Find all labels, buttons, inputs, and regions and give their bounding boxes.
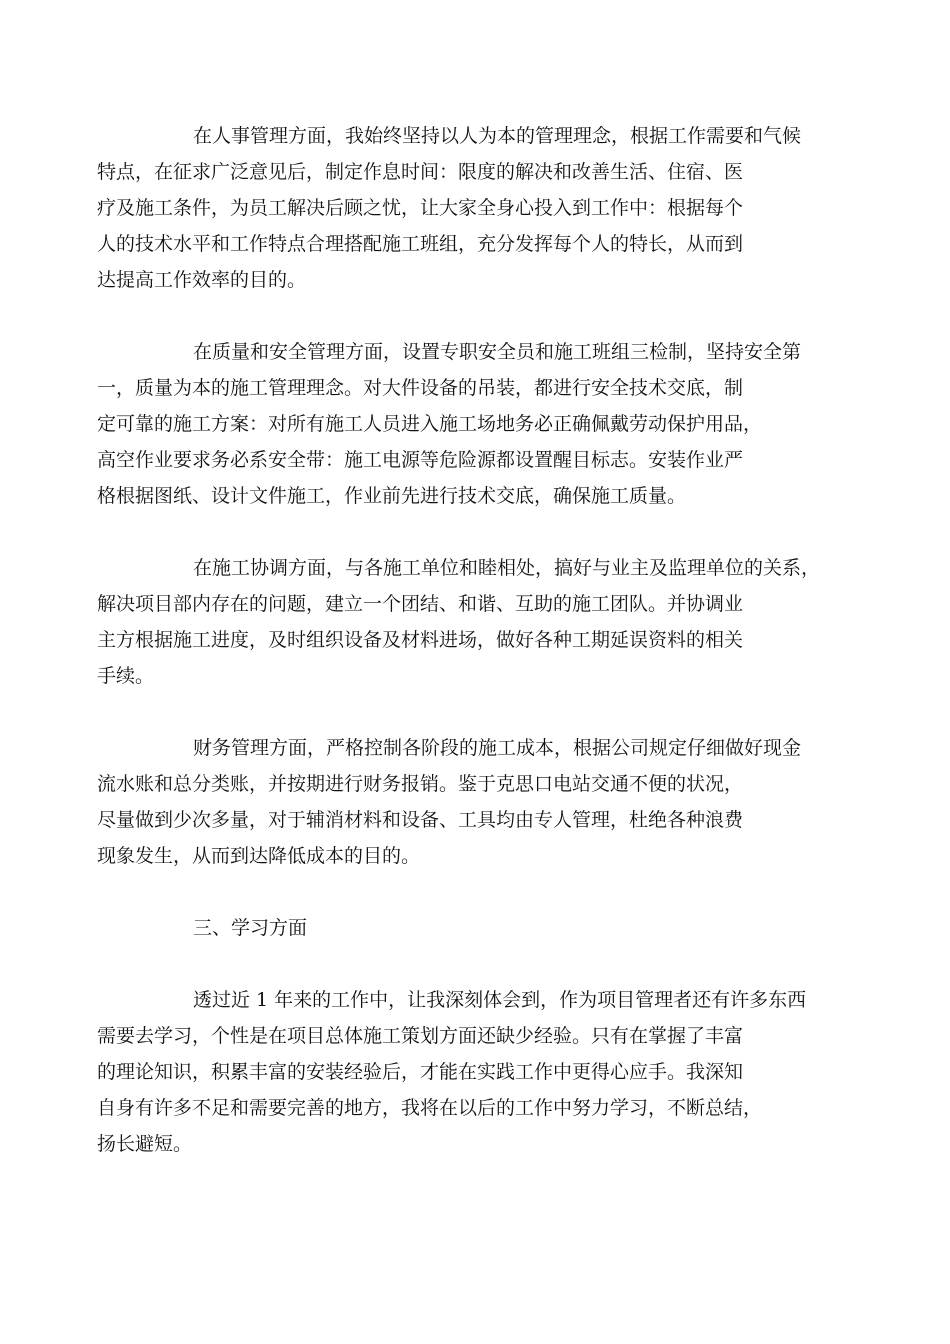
paragraph-financial-management	[97, 730, 825, 874]
text-line: 解决项目部内存在的问题，建立一个团结、和谐、互助的施工团队。并协调业	[97, 593, 744, 615]
document-body	[97, 118, 825, 1198]
text-line: 在人事管理方面，我始终坚持以人为本的管理理念，根据工作需要和气候	[193, 125, 802, 147]
text-line: 特点，在征求广泛意见后，制定作息时间：限度的解决和改善生活、住宿、医	[97, 161, 744, 183]
text-line: 现象发生，从而到达降低成本的目的。	[97, 845, 421, 867]
text-line: 财务管理方面，严格控制各阶段的施工成本，根据公司规定仔细做好现金	[193, 737, 802, 759]
text-line: 扬长避短。	[97, 1133, 193, 1155]
section-heading: 三、学习方面	[193, 917, 308, 939]
paragraph-quality-safety	[97, 334, 825, 514]
text-line: 尽量做到少次多量，对于辅消材料和设备、工具均由专人管理，杜绝各种浪费	[97, 809, 744, 831]
paragraph-personnel-management	[97, 118, 825, 298]
text-line: 流水账和总分类账，并按期进行财务报销。鉴于克思口电站交通不便的状况，	[97, 773, 744, 795]
text-line: 人的技术水平和工作特点合理搭配施工班组，充分发挥每个人的特长，从而到	[97, 233, 744, 255]
paragraph-construction-coordination	[97, 550, 825, 694]
text-line: 自身有许多不足和需要完善的地方，我将在以后的工作中努力学习，不断总结，	[97, 1097, 763, 1119]
text-line: 定可靠的施工方案：对所有施工人员进入施工场地务必正确佩戴劳动保护用品，	[97, 413, 763, 435]
text-line: 主方根据施工进度，及时组织设备及材料进场，做好各种工期延误资料的相关	[97, 629, 744, 651]
text-line: 疗及施工条件，为员工解决后顾之忧，让大家全身心投入到工作中：根据每个	[97, 197, 744, 219]
text-line: 高空作业要求务必系安全带：施工电源等危险源都设置醒目标志。安装作业严	[97, 449, 744, 471]
text-line: 格根据图纸、设计文件施工，作业前先进行技术交底，确保施工质量。	[97, 485, 687, 507]
text-line: 一，质量为本的施工管理理念。对大件设备的吊装，都进行安全技术交底，制	[97, 377, 744, 399]
text-line: 手续。	[97, 665, 155, 687]
text-line: 在施工协调方面，与各施工单位和睦相处，搞好与业主及监理单位的关系，	[193, 557, 821, 579]
text-line: 需要去学习，个性是在项目总体施工策划方面还缺少经验。只有在掌握了丰富	[97, 1025, 744, 1047]
text-line: 的理论知识，积累丰富的安装经验后，才能在实践工作中更得心应手。我深知	[97, 1061, 744, 1083]
text-line: 透过近 1 年来的工作中，让我深刻体会到，作为项目管理者还有许多东西	[193, 989, 807, 1011]
text-line: 达提高工作效率的目的。	[97, 269, 307, 291]
paragraph-learning	[97, 982, 825, 1162]
text-line: 在质量和安全管理方面，设置专职安全员和施工班组三检制，坚持安全第	[193, 341, 802, 363]
